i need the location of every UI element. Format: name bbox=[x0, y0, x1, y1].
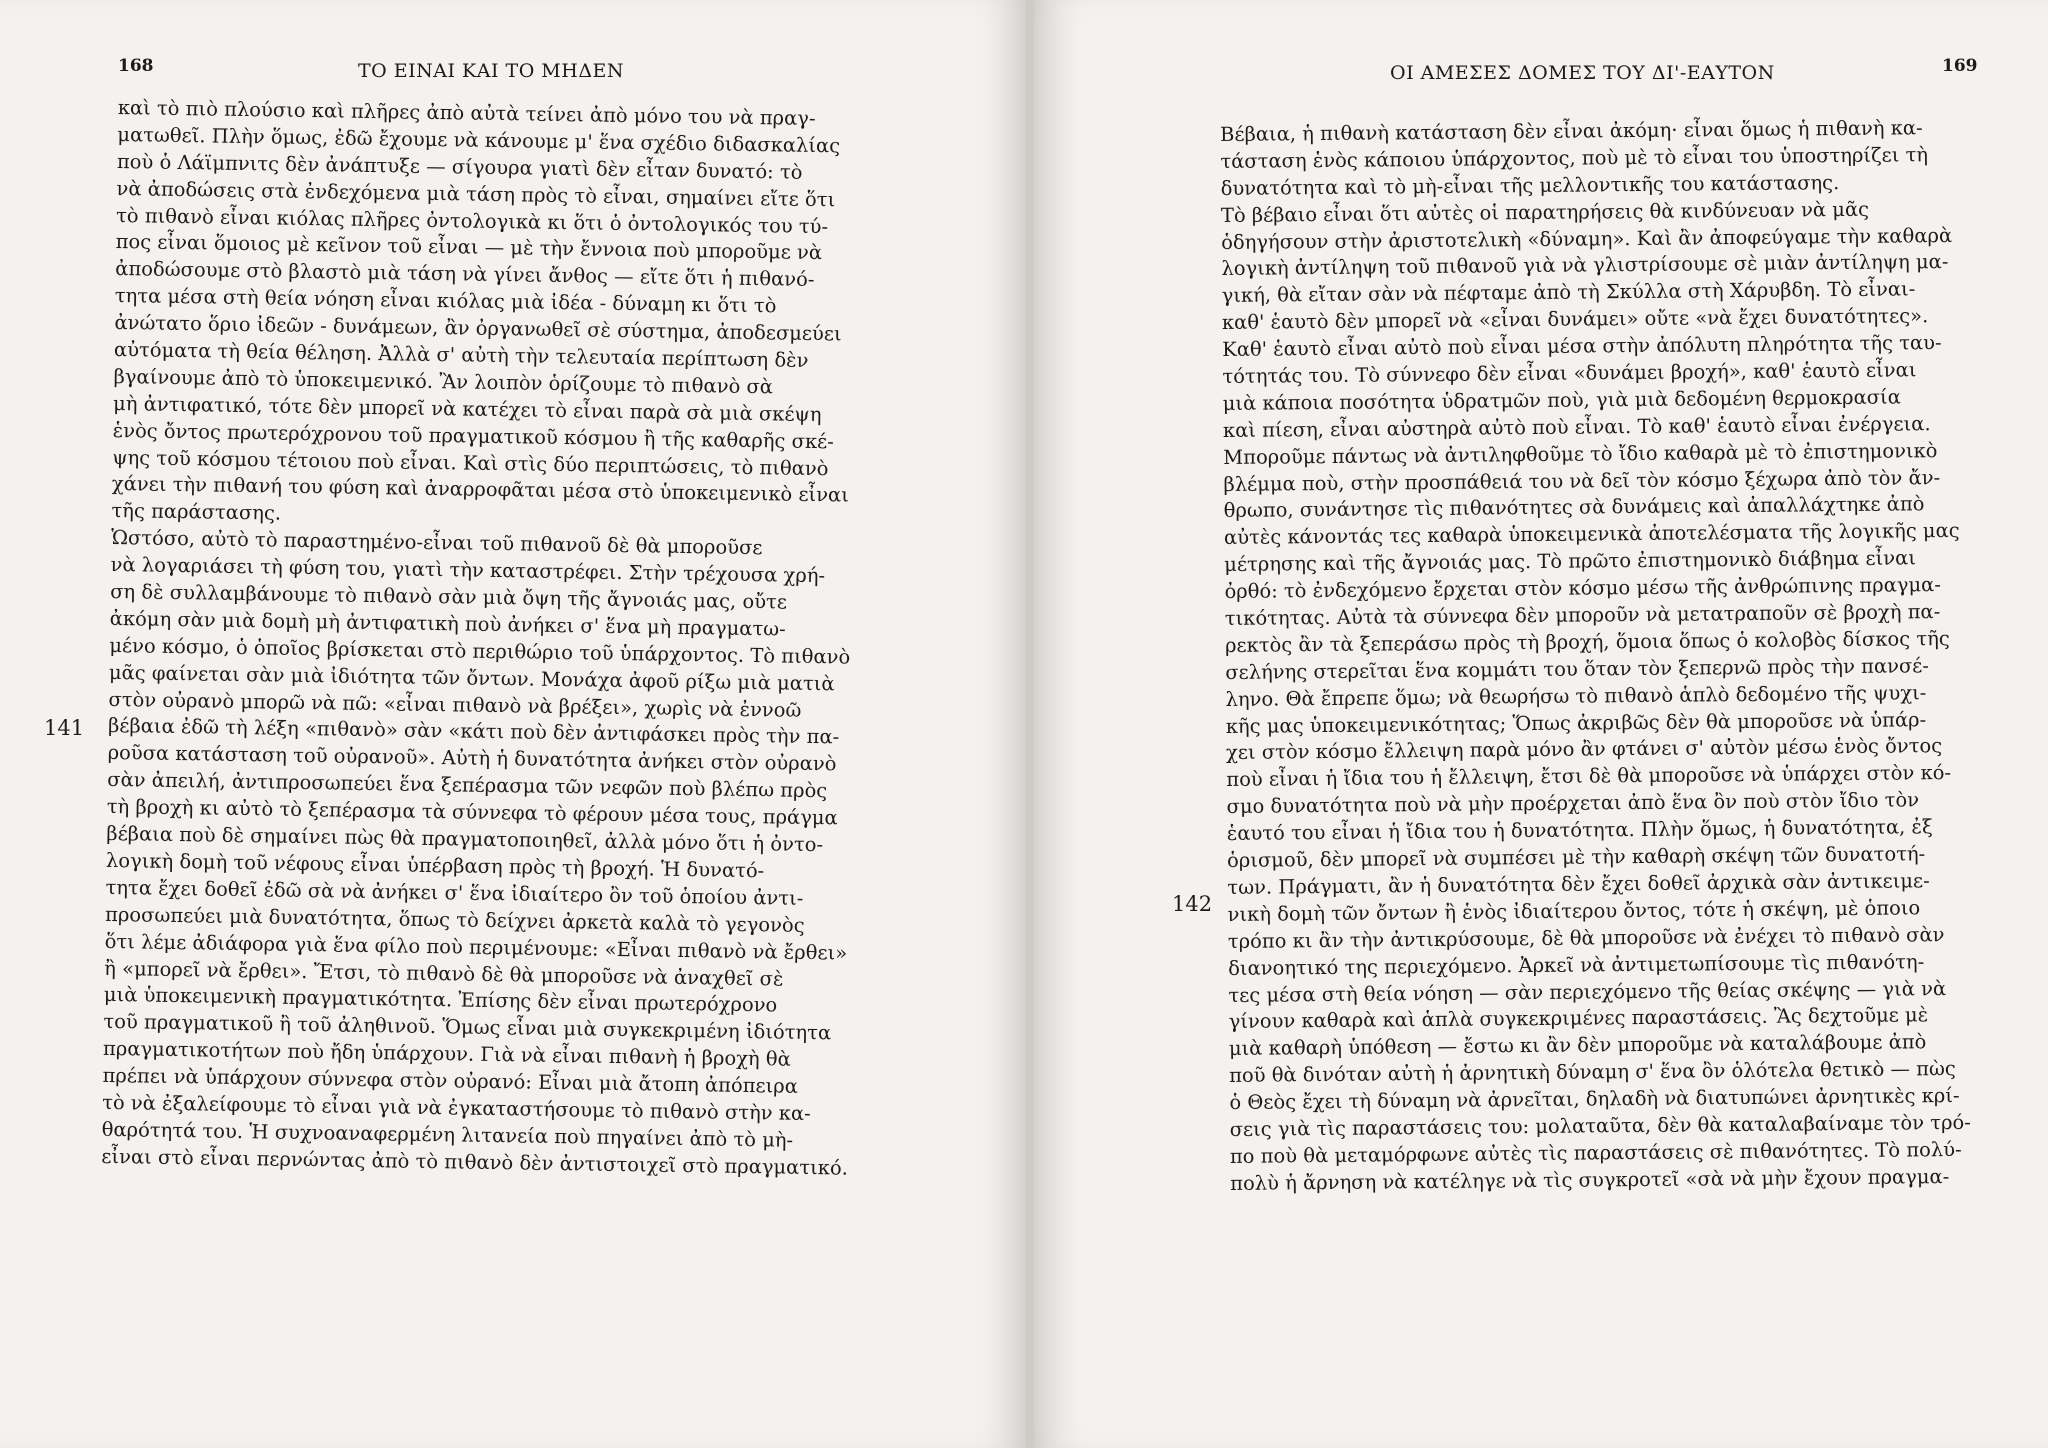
text-line: των. Πράγματι, ἂν ἡ δυνατότητα δὲν ἔχει δοθεῖ ἀρχικὰ σὰν ἀντικειμε- bbox=[1227, 869, 1930, 899]
text-line: ποὺ ὁ Λάϊμπνιτς δὲν ἀνάπτυξε — σίγουρα γιατὶ δὲν εἶταν δυνατό: τὸ bbox=[116, 149, 803, 184]
text-line: αὐτόματα τὴ θεία θέληση. Ἀλλὰ σ' αὐτὴ τὴν τελευταία περίπτωση δὲν bbox=[113, 337, 809, 372]
text-line: σελήνης στερεῖται ἕνα κομμάτι του ὅταν τὸν ξεπερνῶ πρὸς τὴν πανσέ- bbox=[1225, 654, 1930, 684]
text-line: νικὴ δομὴ τῶν ὄντων ἢ ἑνὸς ἰδιαίτερου ὄντος, τότε ἡ σκέψη, μὲ ὁποιο bbox=[1227, 896, 1921, 926]
text-line: θαρότητά του. Ἡ συχνοαναφερμένη λιτανεία ποὺ πηγαίνει ἀπὸ τὸ μὴ- bbox=[101, 1117, 794, 1152]
text-line: γίνουν καθαρὰ καὶ ἁπλὰ συγκεκριμένες παραστάσεις. Ἂς δεχτοῦμε μὲ bbox=[1228, 1003, 1929, 1034]
text-line: λογικὴ δομὴ τοῦ νέφους εἶναι ὑπέρβαση πρὸς τὴ βροχή. Ἡ δυνατό- bbox=[105, 848, 765, 883]
text-line: ληνο. Θὰ ἔπρεπε ὅμω; νὰ θεωρήσω τὸ πιθανὸ ἁπλὸ δεδομένο τῆς ψυχι- bbox=[1225, 680, 1927, 711]
text-line: τότητάς του. Τὸ σύννεφο δὲν εἶναι «δυνάμει βροχή», καθ' ἑαυτὸ εἶναι bbox=[1222, 358, 1917, 389]
text-line: τες μέσα στὴ θεία νόηση — σὰν περιεχόμενο τῆς θείας σκέψης — γιὰ νὰ bbox=[1228, 976, 1947, 1007]
text-line: ἢ «μπορεῖ νὰ ἔρθει». Ἔτσι, τὸ πιθανὸ δὲ θὰ μποροῦσε νὰ ἀναχθεῖ σὲ bbox=[104, 956, 784, 991]
text-line: τητα ἔχει δοθεῖ ἐδῶ σὰ νὰ ἀνήκει σ' ἕνα ἰδιαίτερο ὂν τοῦ ὁποίου ἀντι- bbox=[105, 875, 804, 910]
text-line: μέτρησης καὶ τῆς ἄγνοιάς μας. Τὸ πρῶτο ἐπιστημονικὸ διάβημα εἶναι bbox=[1224, 546, 1917, 577]
text-line: σμο δυνατότητα ποὺ νὰ μὴν προέρχεται ἀπὸ ἕνα ὂν ποὺ στὸν ἴδιο τὸν bbox=[1226, 788, 1920, 819]
text-line: τάσταση ἑνὸς κάποιου ὑπάρχοντος, ποὺ μὲ τὸ εἶναι του ὑποστηρίζει τὴ bbox=[1220, 143, 1929, 173]
text-line: ποῦ θὰ δινόταν αὐτὴ ἡ ἀρνητικὴ δύναμη σ' ἕνα ὂν ὁλότελα θετικὸ — πὼς bbox=[1229, 1057, 1956, 1088]
text-line: ὅτι λέμε ἀδιάφορα γιὰ ἕνα φίλο ποὺ περιμένουμε: «Εἶναι πιθανὸ νὰ ἔρθει» bbox=[104, 929, 848, 965]
text-line: μιὰ ὑποκειμενικὴ πραγματικότητα. Ἐπίσης δὲν εἶναι πρωτερόχρονο bbox=[103, 983, 778, 1017]
text-line: σεις γιὰ τὶς παραστάσεις του: μολαταῦτα, δὲν θὰ καταλαβαίναμε τὸν τρό- bbox=[1229, 1110, 1971, 1141]
text-line: καθ' ἑαυτὸ δὲν μπορεῖ νὰ «εἶναι δυνάμει» οὔτε «νὰ ἔχει δυνατότητες». bbox=[1221, 304, 1929, 335]
text-line: Τὸ βέβαιο εἶναι ὅτι αὐτὲς οἱ παρατηρήσεις θὰ κινδύνευαν νὰ μᾶς bbox=[1220, 197, 1870, 227]
text-line: θρωπο, συνάντησε τὶς πιθανότητες σὰ δυνάμεις καὶ ἀπαλλάχτηκε ἀπὸ bbox=[1223, 492, 1925, 523]
text-line: ἑνὸς ὄντος πρωτερόχρονου τοῦ πραγματικοῦ κόσμου ἢ τῆς καθαρῆς σκέ- bbox=[112, 418, 835, 453]
text-line: αὐτὲς κάνοντάς τες καθαρὰ ὑποκειμενικὰ ἀποτελέσματα τῆς λογικῆς μας bbox=[1223, 519, 1960, 550]
text-line: μὴ ἀντιφατικό, τότε δὲν μπορεῖ νὰ κατέχει τὸ εἶναι παρὰ σὰ μιὰ σκέψη bbox=[112, 391, 822, 426]
body-text bbox=[101, 95, 864, 1182]
text-line: ἀκόμη σὰν μιὰ δομὴ μὴ ἀντιφατικὴ ποὺ ἀνήκει σ' ἕνα μὴ πραγματω- bbox=[109, 606, 786, 641]
text-line: πρέπει νὰ ὑπάρχουν σύννεφα στὸν οὐρανό: Εἶναι μιὰ ἄτοπη ἀπόπειρα bbox=[102, 1063, 799, 1098]
text-line: χει στὸν κόσμο ἔλλειψη παρὰ μόνο ἂν φτάνει σ' αὐτὸν μέσω ἑνὸς ὄντος bbox=[1225, 734, 1943, 765]
text-line: μένο κόσμο, ὁ ὁποῖος βρίσκεται στὸ περιθώριο τοῦ ὑπάρχοντος. Τὸ πιθανὸ bbox=[109, 633, 851, 669]
margin-page-marker: 142 bbox=[1172, 892, 1213, 916]
text-line: βέβαια ποὺ δὲ σημαίνει πὼς θὰ πραγματοποιηθεῖ, ἀλλὰ μόνο ὅτι ἡ ὀντο- bbox=[106, 821, 824, 857]
text-line: τῆς παράστασης. bbox=[111, 499, 282, 525]
text-line: κῆς μας ὑποκειμενικότητας; Ὅπως ἀκριβῶς δὲν θὰ μποροῦσε νὰ ὑπάρ- bbox=[1225, 707, 1927, 738]
page-number: 169 bbox=[1942, 56, 1978, 76]
text-line: Μποροῦμε πάντως νὰ ἀντιληφθοῦμε τὸ ἴδιο καθαρὰ μὲ τὸ ἐπιστημονικὸ bbox=[1223, 438, 1938, 469]
text-line: σὰν ἀπειλή, ἀντιπροσωπεύει ἕνα ξεπέρασμα τῶν νεφῶν ποὺ βλέπω πρὸς bbox=[107, 768, 828, 803]
text-line: πος εἶναι ὅμοιος μὲ κεῖνον τοῦ εἶναι — μὲ τὴν ἔννοια ποὺ μποροῦμε νὰ bbox=[115, 230, 823, 265]
text-line: τοῦ πραγματικοῦ ἢ τοῦ ἀληθινοῦ. Ὅμως εἶναι μιὰ συγκεκριμένη ἰδιότητα bbox=[103, 1010, 832, 1045]
text-line: λογικὴ ἀντίληψη τοῦ πιθανοῦ γιὰ νὰ γλιστρίσουμε σὲ μιὰν ἀντίληψη μα- bbox=[1221, 250, 1949, 281]
text-line: πολὺ ἡ ἄρνηση νὰ κατέληγε νὰ τὶς συγκροτεῖ «σὰ νὰ μὴν ἔχουν πραγμα- bbox=[1230, 1164, 1950, 1195]
text-line: μιὰ κάποια ποσότητα ὑδρατμῶν ποὺ, γιὰ μιὰ δεδομένη θερμοκρασία bbox=[1222, 385, 1901, 415]
text-line: ὀρθό: τὸ ἐνδεχόμενο ἔρχεται στὸν κόσμο μέσω τῆς ἀνθρώπινης πραγμα- bbox=[1224, 573, 1941, 604]
text-line: τὸ πιθανὸ εἶναι κιόλας πλῆρες ὀντολογικὰ κι ὅτι ὁ ὀντολογικός του τύ- bbox=[115, 203, 829, 238]
text-line: ση δὲ συλλαμβάνουμε τὸ πιθανὸ σὰν μιὰ ὄψη τῆς ἄγνοιάς μας, οὔτε bbox=[110, 579, 788, 614]
text-line: νὰ λογαριάσει τὴ φύση του, γιατὶ τὴν καταστρέφει. Στὴν τρέχουσα χρή- bbox=[110, 553, 826, 588]
text-line: πραγματικοτήτων ποὺ ἤδη ὑπάρχουν. Γιὰ νὰ εἶναι πιθανὴ ἡ βροχὴ θὰ bbox=[102, 1037, 791, 1071]
text-line: ὁδηγήσουν στὴν ἀριστοτελικὴ «δύναμη». Καὶ ἂν ἀποφεύγαμε τὴν καθαρὰ bbox=[1221, 223, 1953, 254]
running-head: ΟΙ ΑΜΕΣΕΣ ΔΟΜΕΣ ΤΟΥ ΔΙ'-ΕΑΥΤΟΝ bbox=[1390, 62, 1775, 84]
body-text bbox=[1220, 115, 1971, 1198]
text-line: τητα μέσα στὴ θεία νόηση εἶναι κιόλας μιὰ ἰδέα - δύναμη κι ὅτι τὸ bbox=[114, 284, 777, 318]
text-line: διανοητικό της περιεχόμενο. Ἀρκεῖ νὰ ἀντιμετωπίσουμε τὶς πιθανότη- bbox=[1228, 949, 1925, 980]
text-line: καὶ τὸ πιὸ πλούσιο καὶ πλῆρες ἀπὸ αὐτὰ τείνει ἀπὸ μόνο του νὰ πραγ- bbox=[117, 95, 816, 130]
text-line: στὸν οὐρανὸ μπορῶ νὰ πῶ: «εἶναι πιθανὸ νὰ βρέξει», χωρὶς νὰ ἐννοῶ bbox=[108, 687, 802, 722]
text-line: βγαίνουμε ἀπὸ τὸ ὑποκειμενικό. Ἂν λοιπὸν ὁρίζουμε τὸ πιθανὸ σὰ bbox=[113, 364, 774, 399]
text-line: τὴ βροχὴ κι αὐτὸ τὸ ξεπέρασμα τὰ σύννεφα τὸ φέρουν μέσα τους, πράγμα bbox=[106, 795, 838, 830]
text-line: ἑαυτό του εἶναι ἡ ἴδια του ἡ δυνατότητα. Πλὴν ὅμως, ἡ δυνατότητα, ἐξ bbox=[1226, 815, 1933, 846]
text-line: ὁ Θεὸς ἔχει τὴ δύναμη νὰ ἀρνεῖται, δηλαδὴ νὰ διατυπώνει ἀρνητικὲς κρί- bbox=[1229, 1084, 1960, 1115]
text-line: ροῦσα κατάσταση τοῦ οὐρανοῦ». Αὐτὴ ἡ δυνατότητα ἀνήκει στὸν οὐρανὸ bbox=[107, 741, 837, 776]
text-line: γική, θὰ εἴταν σὰν νὰ πέφταμε ἀπὸ τὴ Σκύλλα στὴ Χάρυβδη. Τὸ εἶναι- bbox=[1221, 277, 1916, 308]
text-line: ἀνώτατο ὅριο ἰδεῶν - δυνάμεων, ἂν ὀργανωθεῖ σὲ σύστημα, ἀποδεσμεύει bbox=[114, 311, 842, 346]
text-line: τικότητας. Αὐτὰ τὰ σύννεφα δὲν μποροῦν νὰ μετατραποῦν σὲ βροχὴ πα- bbox=[1224, 600, 1941, 631]
text-line: τὸ νὰ ἐξαλείφουμε τὸ εἶναι γιὰ νὰ ἐγκαταστήσουμε τὸ πιθανὸ στὴν κα- bbox=[101, 1090, 811, 1125]
page-number: 168 bbox=[118, 56, 154, 76]
text-line: Ὡστόσο, αὐτὸ τὸ παραστημένο-εἶναι τοῦ πιθανοῦ δὲ θὰ μποροῦσε bbox=[110, 526, 763, 560]
running-head: ΤΟ ΕΙΝΑΙ ΚΑΙ ΤΟ ΜΗΔΕΝ bbox=[358, 60, 625, 82]
text-line: ματωθεῖ. Πλὴν ὅμως, ἐδῶ ἔχουμε νὰ κάνουμε μ' ἕνα σχέδιο διδασκαλίας bbox=[117, 122, 841, 158]
text-line: νὰ ἀποδώσεις στὰ ἐνδεχόμενα μιὰ τάση πρὸς τὸ εἶναι, σημαίνει εἴτε ὅτι bbox=[116, 176, 836, 211]
book-gutter bbox=[1026, 0, 1034, 1448]
text-line: πο ποὺ θὰ μεταμόρφωνε αὐτὲς τὶς παραστάσεις σὲ πιθανότητες. Τὸ πολύ- bbox=[1229, 1137, 1962, 1168]
text-line: εἶναι στὸ εἶναι περνώντας ἀπὸ τὸ πιθανὸ δὲν ἀντιστοιχεῖ στὸ πραγματικό. bbox=[101, 1144, 849, 1180]
text-line: ρεκτὸς ἂν τὰ ξεπεράσω πρὸς τὴ βροχή, ὅμοια ὅπως ὁ κολοβὸς δίσκος τῆς bbox=[1224, 626, 1950, 657]
text-line: βλέμμα ποὺ, στὴν προσπάθειά του νὰ δεῖ τὸν κόσμο ξέχωρα ἀπὸ τὸν ἄν- bbox=[1223, 465, 1941, 496]
text-line: δυνατότητα καὶ τὸ μὴ-εἶναι τῆς μελλοντικῆς του κατάστασης. bbox=[1220, 170, 1840, 200]
text-line: μᾶς φαίνεται σὰν μιὰ ἰδιότητα τῶν ὄντων. Μονάχα ἀφοῦ ρίξω μιὰ ματιὰ bbox=[108, 660, 835, 696]
text-line: ἀποδώσουμε στὸ βλαστὸ μιὰ τάση νὰ γίνει ἄνθος — εἴτε ὅτι ἡ πιθανό- bbox=[115, 257, 815, 292]
text-line: μιὰ καθαρὴ ὑπόθεση — ἔστω κι ἂν δὲν μποροῦμε νὰ καταλάβουμε ἀπὸ bbox=[1228, 1030, 1927, 1061]
text-line: Καθ' ἑαυτὸ εἶναι αὐτὸ ποὺ εἶναι μέσα στὴν ἀπόλυτη πληρότητα τῆς ταυ- bbox=[1222, 331, 1942, 362]
text-line: καὶ πίεση, εἶναι αὐστηρὰ αὐτὸ ποὺ εἶναι. Τὸ καθ' ἑαυτὸ εἶναι ἐνέργεια. bbox=[1222, 411, 1931, 442]
text-line: ψης τοῦ κόσμου τέτοιου ποὺ εἶναι. Καὶ στὶς δύο περιπτώσεις, τὸ πιθανὸ bbox=[112, 445, 829, 480]
margin-page-marker: 141 bbox=[44, 716, 85, 740]
text-line: Βέβαια, ἡ πιθανὴ κατάσταση δὲν εἶναι ἀκόμη· εἶναι ὅμως ἡ πιθανὴ κα- bbox=[1220, 116, 1923, 146]
text-line: ποὺ εἶναι ἡ ἴδια του ἡ ἔλλειψη, ἔτσι δὲ θὰ μποροῦσε νὰ ὑπάρχει στὸν κό- bbox=[1226, 761, 1952, 792]
text-line: προσωπεύει μιὰ δυνατότητα, ὅπως τὸ δείχνει ἀρκετὰ καλὰ τὸ γεγονὸς bbox=[104, 902, 805, 937]
text-line: βέβαια ἐδῶ τὴ λέξη «πιθανὸ» σὰν «κάτι ποὺ δὲν ἀντιφάσκει πρὸς τὴν πα- bbox=[107, 714, 840, 749]
text-line: τρόπο κι ἂν τὴν ἀντικρύσουμε, δὲ θὰ μποροῦσε νὰ ἐνέχει τὸ πιθανὸ σὰν bbox=[1227, 922, 1945, 953]
text-line: χάνει τὴν πιθανή του φύση καὶ ἀναρροφᾶται μέσα στὸ ὑποκειμενικὸ εἶναι bbox=[111, 472, 850, 507]
right-page bbox=[1030, 0, 2048, 1448]
text-line: ὁρισμοῦ, δὲν μπορεῖ νὰ συμπέσει μὲ τὴν καθαρὴ σκέψη τῶν δυνατοτή- bbox=[1226, 842, 1926, 873]
